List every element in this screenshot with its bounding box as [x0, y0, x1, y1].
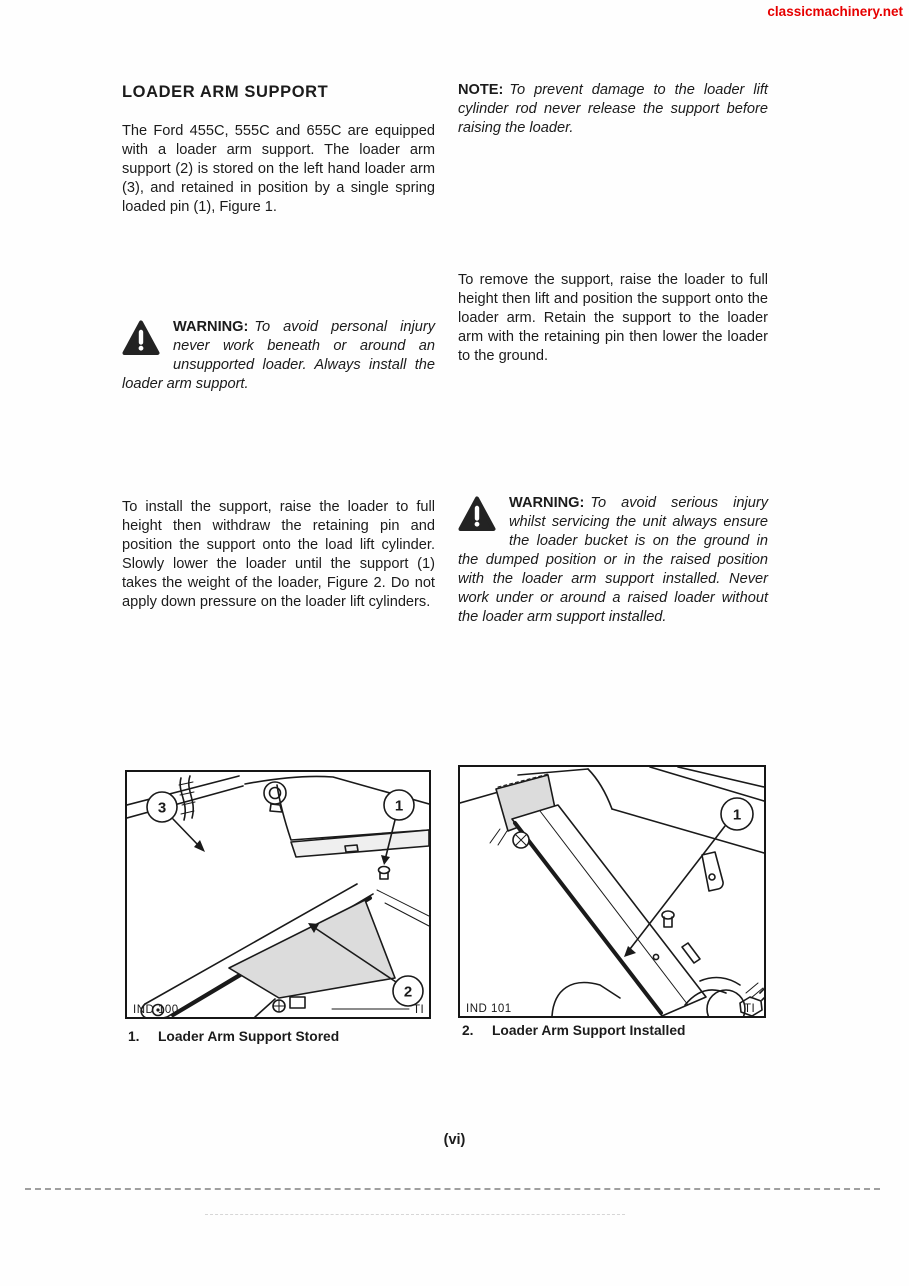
figure-2-loader-arm-support-installed	[458, 765, 766, 1018]
figure-1-corner-label: TI	[413, 1004, 425, 1016]
figure-1-loader-arm-support-stored	[125, 770, 431, 1019]
svg-text:3: 3	[157, 799, 167, 817]
figure-2-line-art	[460, 767, 764, 1016]
figure-2-caption-text: Loader Arm Support Installed	[492, 1023, 686, 1038]
paragraph-remove: To remove the support, raise the loader to full height then lift and position the support onto the loader arm. Retain the support to the loader arm with the retaining pin then lower the loader to the ground.	[458, 272, 768, 364]
figure-2-corner-label: TI	[744, 1003, 756, 1015]
warning-text: To avoid personal injury never work beneath or around an unsupported loader. Always install the loader arm support.	[122, 319, 435, 392]
note-text: To prevent damage to the loader lift cylinder rod never release the support before raising the loader.	[458, 82, 768, 136]
figure-2-id-label: IND 101	[466, 1003, 512, 1015]
warning-triangle-icon	[458, 496, 496, 533]
figure-1-callout-3	[147, 792, 205, 852]
figure-1-caption-number: 1.	[128, 1029, 140, 1044]
page-number: (vi)	[443, 1132, 466, 1148]
watermark-url: classicmachinery.net	[767, 4, 903, 19]
warning-label: WARNING:	[509, 495, 585, 511]
paragraph-install: To install the support, raise the loader to full height then withdraw the retaining pin and position the support onto the load lift cylinder. Slowly lower the loader until the support (1) takes the weight of the loader, Figure 2. Do not apply down pressure on the loader lift cylinders.	[122, 499, 435, 610]
figure-1-callout-1	[381, 790, 414, 865]
warning-triangle-icon	[122, 320, 160, 357]
figure-1-caption-text: Loader Arm Support Stored	[158, 1029, 340, 1044]
svg-text:1: 1	[394, 797, 404, 815]
section-heading: LOADER ARM SUPPORT	[122, 83, 329, 101]
scan-artifact-line	[205, 1214, 625, 1215]
figure-2-caption	[462, 1023, 685, 1038]
warning-label: WARNING:	[173, 319, 249, 335]
note-label: NOTE:	[458, 82, 504, 98]
warning-text: To avoid serious injury whilst servicing the unit always ensure the loader bucket is on the ground in the dumped position or in the raised position with the loader arm support installed. Never work under or around a raised loader without the loader arm support installed.	[458, 495, 768, 625]
warning-block-left	[122, 318, 435, 394]
figure-1-caption	[128, 1029, 339, 1044]
warning-block-right	[458, 494, 768, 627]
note-block	[458, 81, 768, 138]
paragraph-intro: The Ford 455C, 555C and 655C are equipped with a loader arm support. The loader arm support (2) is stored on the left hand loader arm (3), and retained in position by a single spring loaded pin (1), Figure 1.	[122, 123, 435, 215]
scan-artifact-line	[25, 1188, 880, 1190]
svg-text:1: 1	[732, 806, 742, 824]
figure-1-line-art	[127, 772, 429, 1017]
figure-2-caption-number: 2.	[462, 1023, 474, 1038]
figure-1-id-label: IND 100	[133, 1004, 179, 1016]
svg-text:2: 2	[403, 983, 413, 1001]
